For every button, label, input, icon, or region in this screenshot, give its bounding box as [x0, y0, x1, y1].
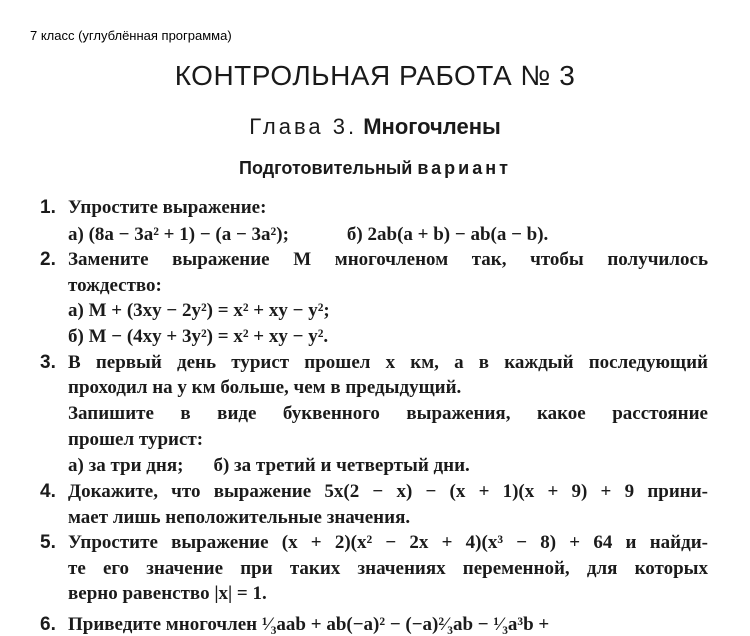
grade-label: 7 класс (углублённая программа)	[30, 28, 232, 43]
problem-3-line: В первый день турист прошел x км, а в каждый последующий	[68, 352, 708, 373]
variant-word1: Подготовительный	[239, 158, 413, 178]
problem-2-line: Замените выражение M многочленом так, чтобы получилось	[68, 249, 708, 270]
problem-2-part-a: а) M + (3xy − 2y²) = x² + xy − y²;	[68, 300, 330, 321]
problem-5-line: Упростите выражение (x + 2)(x² − 2x + 4)(x³ − 8) + 64 и найди-	[68, 532, 708, 553]
problem-1-part-a-text: а) (8a − 3a² + 1) − (a − 3a²);	[68, 224, 289, 245]
problem-3-line: прошел турист:	[68, 429, 204, 450]
problem-2-number: 2.	[40, 249, 56, 270]
problem-1-number: 1.	[40, 197, 56, 218]
problem-1-line: Упростите выражение:	[68, 197, 267, 218]
problem-3-number: 3.	[40, 352, 56, 373]
variant-heading	[0, 158, 750, 179]
problem-2-line: тождество:	[68, 275, 162, 296]
problem-4-line: мает лишь неположительные значения.	[68, 507, 411, 528]
problem-4-number: 4.	[40, 481, 56, 502]
problem-3-line: Запишите в виде буквенного выражения, какое расстояние	[68, 403, 708, 424]
problem-4-line: Докажите, что выражение 5x(2 − x) − (x + 1)(x + 9) + 9 прини-	[68, 481, 708, 502]
problem-5-number: 5.	[40, 532, 56, 553]
problem-1-part-a	[68, 224, 548, 246]
problem-5-line: верно равенство |x| = 1.	[68, 583, 267, 604]
problem-3-part-b: б) за третий и четвертый дни.	[213, 455, 470, 476]
chapter-heading	[0, 114, 750, 140]
problem-3-line: проходил на y км больше, чем в предыдущий.	[68, 377, 462, 398]
problem-6-number: 6.	[40, 614, 56, 635]
problem-6-line: Приведите многочлен ¹⁄₃aab + ab(−a)² − (−a)²⁄₃ab − ¹⁄₃a³b +	[68, 614, 550, 635]
problem-2-part-b: б) M − (4xy + 3y²) = x² + xy − y².	[68, 326, 329, 347]
chapter-name: Многочлены	[363, 114, 501, 139]
chapter-prefix: Глава 3.	[249, 114, 358, 139]
page-title: КОНТРОЛЬНАЯ РАБОТА № 3	[174, 60, 576, 91]
problem-5-line: те его значение при таких значениях переменной, для которых	[68, 558, 708, 579]
problem-3-part-a: а) за три дня;	[68, 455, 184, 476]
variant-word2: вариант	[417, 158, 511, 178]
problem-1-part-b-text: б) 2ab(a + b) − ab(a − b).	[346, 224, 549, 245]
problem-3-parts	[68, 455, 470, 477]
